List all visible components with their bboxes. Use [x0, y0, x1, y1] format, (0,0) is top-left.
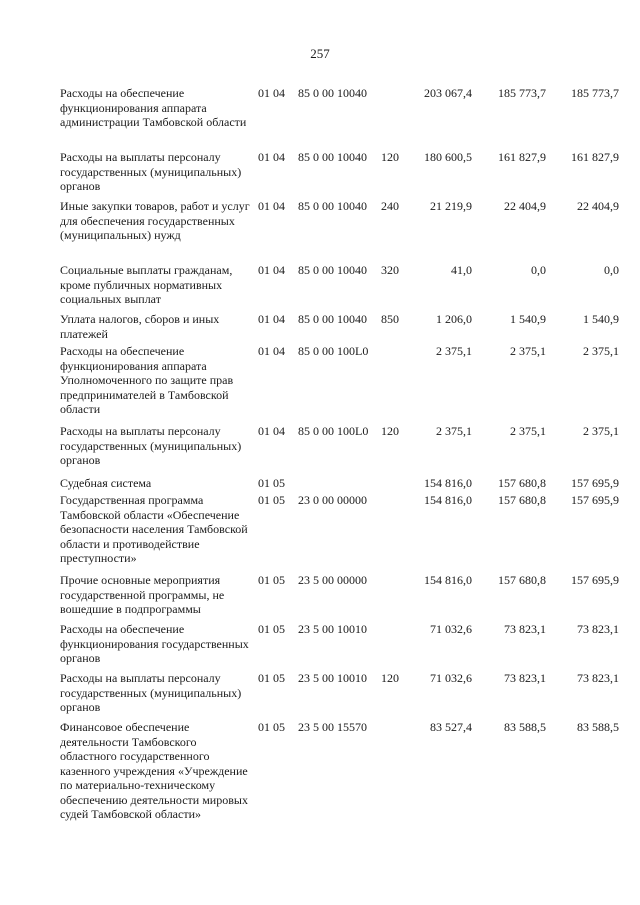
- row-year1: 203 067,4: [424, 86, 472, 100]
- row-expense-type: 240: [381, 199, 399, 213]
- row-year2: 0,0: [531, 263, 546, 277]
- row-name: Финансовое обеспечение деятельности Тамбовского областного государственного казенного учреждения «Учреждение по материально-техническому обеспечению деятельности мировых судей Тамбовской области»: [60, 720, 248, 821]
- row-section: 01 05: [258, 573, 285, 587]
- row-year3: 161 827,9: [571, 150, 619, 164]
- row-section: 01 04: [258, 312, 285, 326]
- row-name: Уплата налогов, сборов и иных платежей: [60, 312, 220, 341]
- row-target: 23 5 00 15570: [298, 720, 367, 734]
- row-year2: 185 773,7: [498, 86, 546, 100]
- row-year3: 2 375,1: [583, 344, 619, 358]
- row-year3: 83 588,5: [577, 720, 619, 734]
- row-target: 23 0 00 00000: [298, 493, 367, 507]
- row-year1: 154 816,0: [424, 493, 472, 507]
- row-expense-type: 320: [381, 263, 399, 277]
- row-year2: 1 540,9: [510, 312, 546, 326]
- row-name: Судебная система: [60, 476, 152, 490]
- row-expense-type: 120: [381, 671, 399, 685]
- row-year1: 1 206,0: [436, 312, 472, 326]
- row-section: 01 04: [258, 199, 285, 213]
- row-section: 01 04: [258, 86, 285, 100]
- row-name: Иные закупки товаров, работ и услуг для обеспечения государственных (муниципальных) нужд: [60, 199, 250, 242]
- row-section: 01 05: [258, 493, 285, 507]
- row-target: 85 0 00 10040: [298, 263, 367, 277]
- row-name: Прочие основные мероприятия государственной программы, не вошедшие в подпрограммы: [60, 573, 225, 616]
- row-section: 01 04: [258, 424, 285, 438]
- row-section: 01 05: [258, 671, 285, 685]
- row-year2: 157 680,8: [498, 573, 546, 587]
- row-year3: 185 773,7: [571, 86, 619, 100]
- row-target: 85 0 00 100L0: [298, 344, 369, 358]
- row-year3: 157 695,9: [571, 573, 619, 587]
- row-name: Расходы на выплаты персоналу государственных (муниципальных) органов: [60, 424, 242, 467]
- row-name: Расходы на обеспечение функционирования аппарата администрации Тамбовской области: [60, 86, 247, 129]
- row-year3: 1 540,9: [583, 312, 619, 326]
- row-section: 01 04: [258, 344, 285, 358]
- row-year3: 73 823,1: [577, 622, 619, 636]
- row-target: 85 0 00 10040: [298, 150, 367, 164]
- row-name: Расходы на обеспечение функционирования государственных органов: [60, 622, 249, 665]
- row-year2: 22 404,9: [504, 199, 546, 213]
- row-year3: 2 375,1: [583, 424, 619, 438]
- row-expense-type: 120: [381, 424, 399, 438]
- row-year1: 83 527,4: [430, 720, 472, 734]
- row-expense-type: 850: [381, 312, 399, 326]
- row-name: Государственная программа Тамбовской области «Обеспечение безопасности населения Тамбовской области и противодействие преступности»: [60, 493, 248, 565]
- row-year1: 180 600,5: [424, 150, 472, 164]
- row-year1: 2 375,1: [436, 344, 472, 358]
- row-year3: 0,0: [604, 263, 619, 277]
- row-name: Расходы на выплаты персоналу государственных (муниципальных) органов: [60, 150, 242, 193]
- row-section: 01 04: [258, 263, 285, 277]
- row-section: 01 05: [258, 622, 285, 636]
- row-year2: 157 680,8: [498, 476, 546, 490]
- row-target: 23 5 00 10010: [298, 671, 367, 685]
- row-year2: 2 375,1: [510, 344, 546, 358]
- row-year1: 154 816,0: [424, 573, 472, 587]
- row-section: 01 04: [258, 150, 285, 164]
- row-target: 23 5 00 00000: [298, 573, 367, 587]
- row-year1: 154 816,0: [424, 476, 472, 490]
- row-name: Расходы на выплаты персоналу государственных (муниципальных) органов: [60, 671, 242, 714]
- row-year2: 161 827,9: [498, 150, 546, 164]
- row-target: 85 0 00 10040: [298, 199, 367, 213]
- page-number: 257: [310, 46, 330, 61]
- row-year3: 157 695,9: [571, 493, 619, 507]
- row-year3: 73 823,1: [577, 671, 619, 685]
- row-year3: 157 695,9: [571, 476, 619, 490]
- row-year1: 2 375,1: [436, 424, 472, 438]
- row-section: 01 05: [258, 476, 285, 490]
- row-year3: 22 404,9: [577, 199, 619, 213]
- row-year1: 21 219,9: [430, 199, 472, 213]
- row-year2: 157 680,8: [498, 493, 546, 507]
- row-year2: 73 823,1: [504, 622, 546, 636]
- row-year2: 73 823,1: [504, 671, 546, 685]
- row-year1: 71 032,6: [430, 622, 472, 636]
- row-year2: 83 588,5: [504, 720, 546, 734]
- row-target: 85 0 00 10040: [298, 312, 367, 326]
- row-year1: 71 032,6: [430, 671, 472, 685]
- row-name: Социальные выплаты гражданам, кроме публичных нормативных социальных выплат: [60, 263, 233, 306]
- row-target: 85 0 00 100L0: [298, 424, 369, 438]
- row-expense-type: 120: [381, 150, 399, 164]
- row-year1: 41,0: [451, 263, 472, 277]
- row-target: 23 5 00 10010: [298, 622, 367, 636]
- row-name: Расходы на обеспечение функционирования аппарата Уполномоченного по защите прав предпринимателей в Тамбовской области: [60, 344, 234, 416]
- row-year2: 2 375,1: [510, 424, 546, 438]
- row-target: 85 0 00 10040: [298, 86, 367, 100]
- row-section: 01 05: [258, 720, 285, 734]
